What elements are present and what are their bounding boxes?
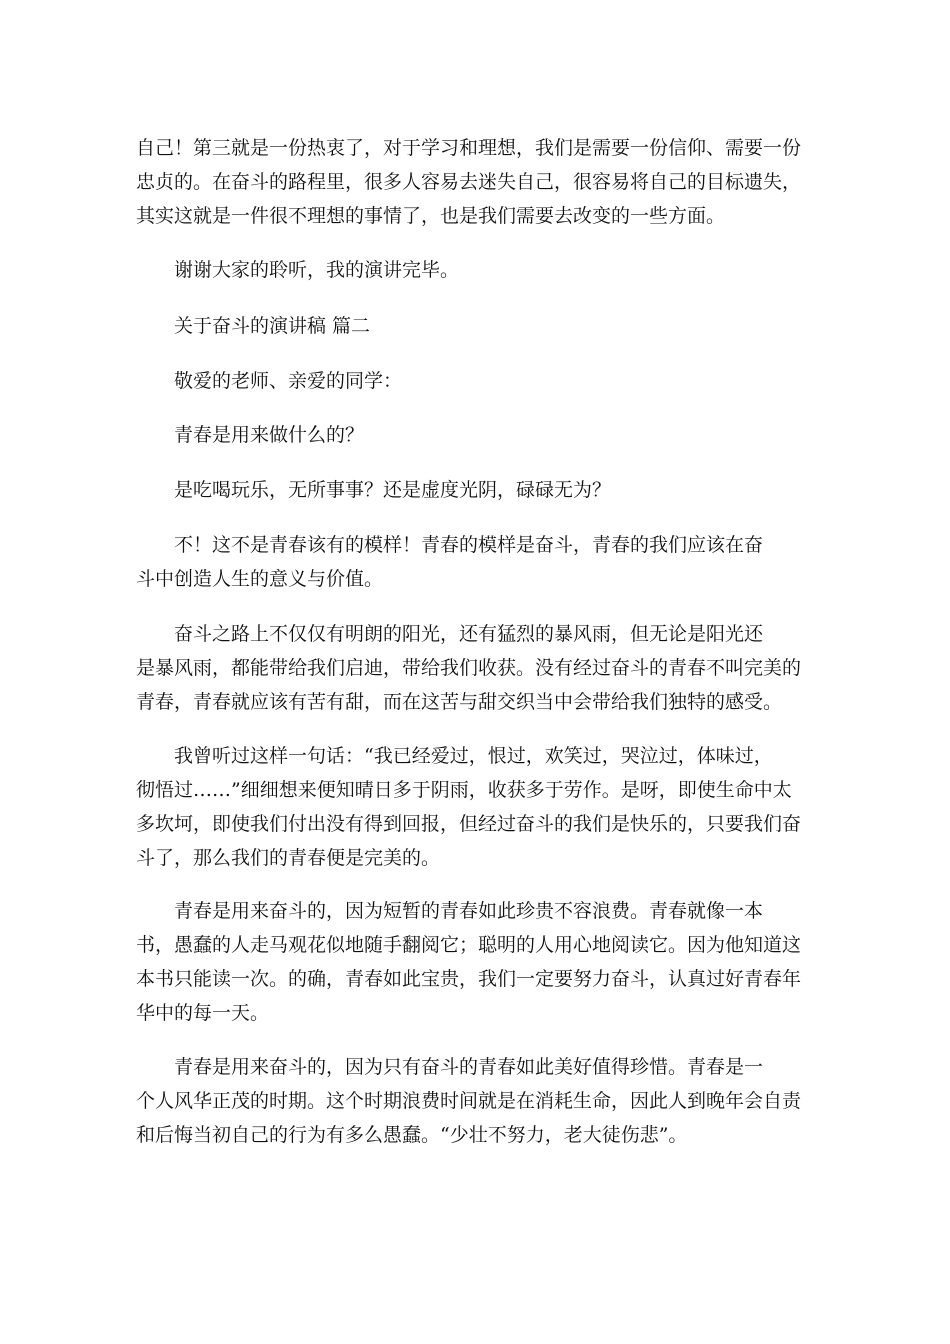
text-line: 斗了，那么我们的青春便是完美的。 [136,847,441,869]
paragraph-thanks [136,253,816,287]
text-line: 关于奋斗的演讲稿 篇二 [174,315,371,337]
paragraph-salutation [136,364,816,398]
paragraph-storm [136,617,816,719]
paragraph-cherish [136,1050,816,1152]
section-heading [174,309,854,343]
text-line: 斗中创造人生的意义与价值。 [136,568,384,590]
text-line: 青春是用来做什么的？ [136,424,365,446]
text-line: 书，愚蠢的人走马观花似地随手翻阅它；聪明的人用心地阅读它。因为他知道这 [136,934,802,956]
text-line: 奋斗之路上不仅仅有明朗的阳光，还有猛烈的暴风雨，但无论是阳光还 [136,623,764,645]
text-line: 是暴风雨，都能带给我们启迪，带给我们收获。没有经过奋斗的青春不叫完美的 [136,657,802,679]
paragraph-question-2 [136,473,816,507]
text-line: 自己！第三就是一份热衷了，对于学习和理想，我们是需要一份信仰、需要一份 [136,137,802,159]
text-line: 不！这不是青春该有的模样！青春的模样是奋斗，青春的我们应该在奋 [136,534,764,556]
text-line: 华中的每一天。 [136,1002,270,1024]
text-line: 彻悟过……”细细想来便知晴日多于阴雨，收获多于劳作。是呀，即使生命中太 [136,779,792,801]
text-line: 忠贞的。在奋斗的路程里，很多人容易去迷失自己，很容易将自己的目标遗失， [136,171,802,193]
text-line: 敬爱的老师、亲爱的同学： [136,370,403,392]
text-line: 青春，青春就应该有苦有甜，而在这苦与甜交织当中会带给我们独特的感受。 [136,691,783,713]
text-line: 我曾听过这样一句话：“我已经爱过，恨过，欢笑过，哭泣过，体味过， [136,745,773,767]
paragraph-closing-body [136,131,816,233]
text-line: 和后悔当初自己的行为有多么愚蠢。“少壮不努力，老大徒伤悲”。 [136,1124,688,1146]
paragraph-book [136,894,816,1030]
text-line: 青春是用来奋斗的，因为短暂的青春如此珍贵不容浪费。青春就像一本 [136,900,764,922]
text-line: 多坎坷，即使我们付出没有得到回报，但经过奋斗的我们是快乐的，只要我们奋 [136,813,802,835]
paragraph-question [136,418,816,452]
paragraph-quote [136,739,816,875]
text-line: 个人风华正茂的时期。这个时期浪费时间就是在消耗生命，因此人到晚年会自责 [136,1090,802,1112]
text-line: 谢谢大家的聆听，我的演讲完毕。 [136,259,460,281]
text-line: 是吃喝玩乐，无所事事？还是虚度光阴，碌碌无为？ [136,479,612,501]
text-line: 本书只能读一次。的确，青春如此宝贵，我们一定要努力奋斗，认真过好青春年 [136,968,802,990]
text-line: 青春是用来奋斗的，因为只有奋斗的青春如此美好值得珍惜。青春是一 [136,1056,764,1078]
text-line: 其实这就是一件很不理想的事情了，也是我们需要去改变的一些方面。 [136,205,726,227]
paragraph-answer [136,528,816,596]
